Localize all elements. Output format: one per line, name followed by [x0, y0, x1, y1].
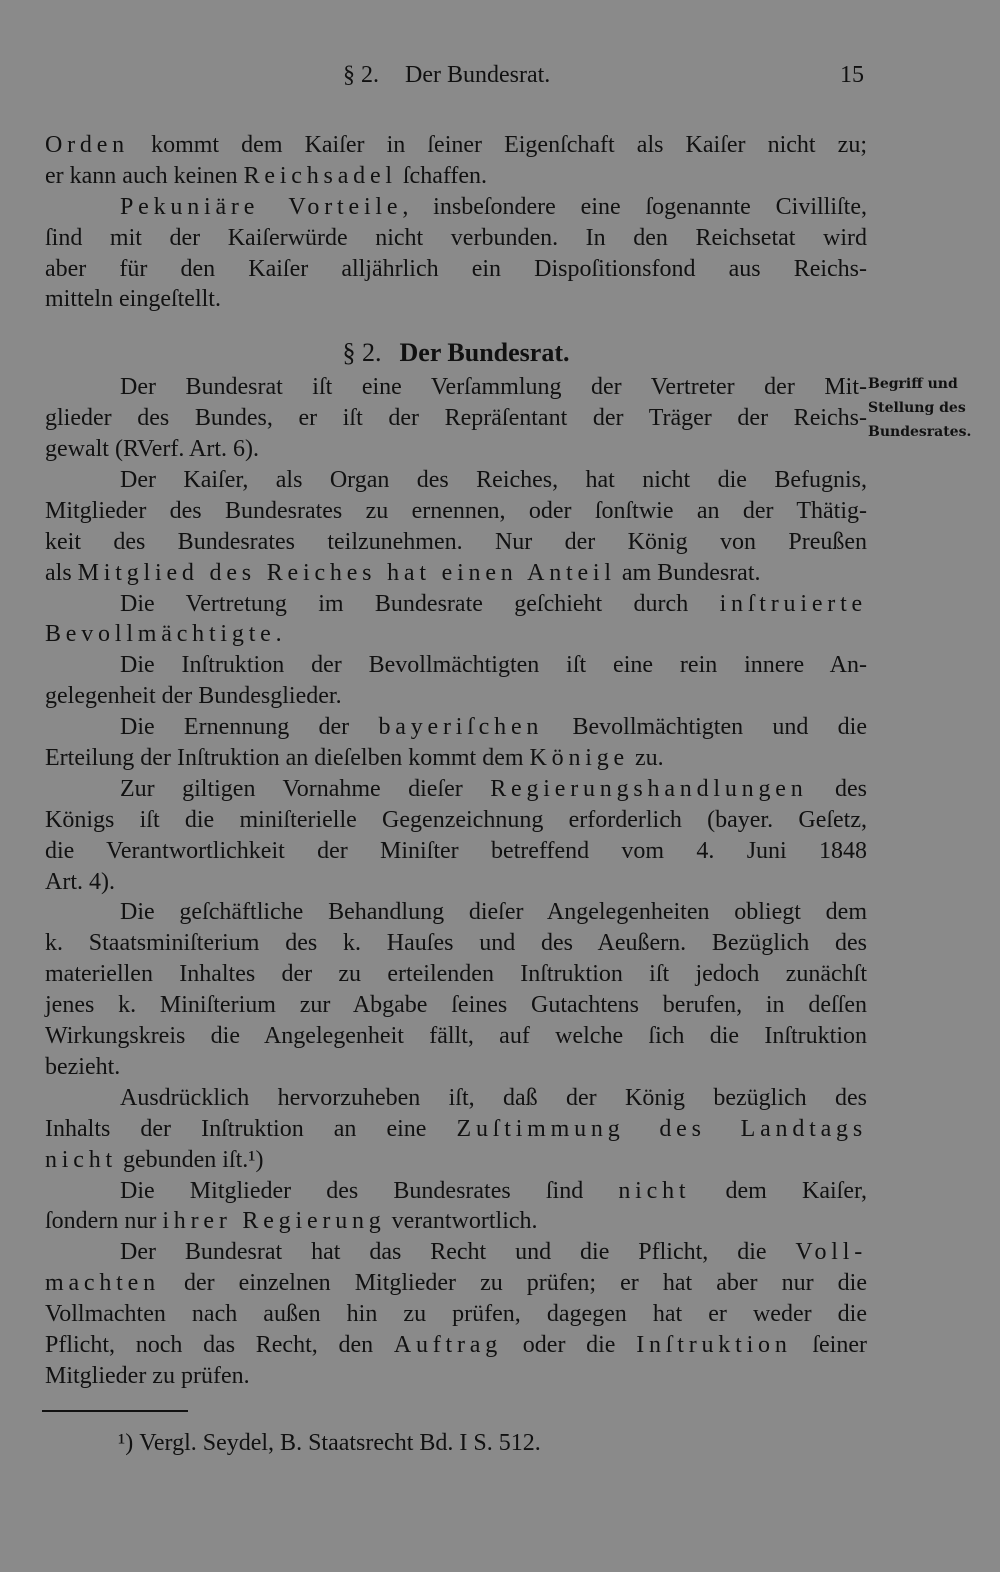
paragraph [45, 130, 867, 192]
text-line [45, 774, 867, 805]
text-segment: Mitglieder des Bundesrates zu ernennen, oder ſonſtwie an der Thätig- [45, 497, 867, 524]
text-segment: Bevollmächtigten und die [543, 714, 867, 741]
text-line [45, 897, 867, 928]
text-line [45, 1052, 867, 1083]
paragraph [45, 712, 867, 774]
text-line [45, 1114, 867, 1145]
paragraph [45, 465, 867, 589]
text-line [45, 434, 867, 465]
text-line [45, 681, 867, 712]
paragraph [45, 897, 867, 1082]
text-segment: dem Kaiſer, [690, 1177, 868, 1204]
text-line [45, 1176, 867, 1207]
intro-text [45, 130, 867, 315]
text-segment: bezieht. [45, 1053, 121, 1080]
text-segment: ſeiner [791, 1331, 867, 1358]
text-segment: glieder des Bundes, er iſt der Repräſentant der Träger der Reichs- [45, 405, 867, 432]
text-segment: Die Ernennung der [120, 714, 379, 741]
section-title: Der Bundesrat. [399, 338, 570, 368]
text-segment: Die Mitglieder des Bundesrates ſind [120, 1177, 619, 1204]
text-segment: keit des Bundesrates teilzunehmen. Nur der König von Preußen [45, 528, 867, 555]
margin-note-line: Begriff und [868, 376, 958, 392]
text-line [45, 1330, 867, 1361]
text-segment: mitteln eingeſtellt. [45, 286, 221, 313]
text-segment: materiellen Inhaltes der zu erteilenden Inſtruktion iſt jedoch zunächſt [45, 961, 867, 988]
text-line [45, 743, 867, 774]
section-body [45, 372, 867, 1391]
text-line [45, 403, 867, 434]
emphasized-text: Inſtruktion [636, 1331, 792, 1358]
text-line [45, 284, 867, 315]
emphasized-text: Voll- [795, 1239, 867, 1266]
section-heading [45, 337, 867, 368]
text-line [45, 223, 867, 254]
emphasized-text: Könige [529, 745, 629, 772]
text-line [45, 928, 867, 959]
footnote-rule [42, 1410, 188, 1412]
paragraph [45, 589, 867, 651]
margin-note [868, 372, 971, 444]
text-segment: des [807, 775, 867, 802]
text-segment: jenes k. Miniſterium zur Abgabe ſeines Gutachtens berufen, in deſſen [45, 992, 867, 1019]
text-line [45, 1299, 867, 1330]
text-line [45, 1083, 867, 1114]
text-line [45, 1268, 867, 1299]
text-line [45, 254, 867, 285]
text-line [45, 619, 867, 650]
text-segment: gebunden iſt.¹) [117, 1146, 264, 1173]
footnote-text: Vergl. Seydel, B. Staatsrecht Bd. I S. 512. [139, 1430, 541, 1456]
text-segment: , insbeſondere eine ſogenannte Civilliſte, [402, 193, 867, 220]
emphasized-text: Zuſtimmung des Landtags [456, 1115, 867, 1142]
text-line [45, 867, 867, 898]
text-segment: kommt dem Kaiſer in ſeiner Eigenſchaft als Kaiſer nicht zu; [128, 132, 867, 158]
emphasized-text: Bevollmächtigte. [45, 621, 287, 648]
text-segment: gewalt (RVerf. Art. 6). [45, 436, 260, 463]
text-segment: als [45, 559, 78, 586]
text-segment: Pflicht, noch das Recht, den [45, 1331, 394, 1358]
text-segment: Art. 4). [45, 868, 115, 895]
text-line [45, 650, 867, 681]
text-segment: zu. [629, 745, 664, 772]
emphasized-text: nicht [618, 1177, 691, 1204]
emphasized-text: Mitglied des Reiches hat einen Anteil [77, 559, 616, 586]
text-segment: verantwortlich. [385, 1208, 538, 1235]
emphasized-text: inſtruierte [719, 590, 867, 617]
text-column [45, 130, 867, 1392]
text-segment: er kann auch keinen [45, 162, 244, 189]
emphasized-text: nicht [45, 1146, 117, 1173]
text-segment: Der Bundesrat hat das Recht und die Pflicht, die [120, 1239, 796, 1266]
emphasized-text: machten [45, 1270, 160, 1297]
text-segment: Der Kaiſer, als Organ des Reiches, hat nicht die Befugnis, [120, 467, 867, 494]
text-segment: Königs iſt die miniſterielle Gegenzeichnung erforderlich (bayer. Geſetz, [45, 806, 867, 833]
text-segment: Die Inſtruktion der Bevollmächtigten iſt eine rein innere An- [120, 652, 867, 679]
text-line [45, 712, 867, 743]
running-head-section: § 2. [343, 62, 379, 88]
margin-note-line: Stellung des [868, 400, 966, 416]
text-segment: Ausdrücklich hervorzuheben iſt, daß der König bezüglich des [120, 1084, 867, 1111]
paragraph [45, 650, 867, 712]
text-segment: Mitglieder zu prüfen. [45, 1362, 250, 1389]
text-segment: Die geſchäftliche Behandlung dieſer Angelegenheiten obliegt dem [120, 899, 867, 926]
text-line [45, 1206, 867, 1237]
emphasized-text: ihrer Regierung [162, 1208, 386, 1235]
paragraph [45, 1083, 867, 1176]
text-line [45, 1361, 867, 1392]
text-line [45, 192, 867, 223]
text-line [45, 805, 867, 836]
text-segment: Zur giltigen Vornahme dieſer [120, 775, 491, 802]
text-segment: Wirkungskreis die Angelegenheit fällt, auf welche ſich die Inſtruktion [45, 1023, 867, 1050]
emphasized-text: Pekuniäre Vorteile [120, 193, 403, 220]
text-line [45, 1021, 867, 1052]
text-line [45, 1237, 867, 1268]
text-segment: gelegenheit der Bundesglieder. [45, 683, 342, 710]
text-line [45, 527, 867, 558]
running-head-title: Der Bundesrat. [405, 62, 551, 88]
text-segment: am Bundesrat. [615, 559, 761, 586]
text-segment: ſchaffen. [396, 162, 488, 189]
paragraph [45, 192, 867, 316]
emphasized-text: bayeriſchen [378, 714, 544, 741]
paragraph [45, 372, 867, 465]
text-segment: Der Bundesrat iſt eine Verſammlung der Vertreter der Mit- [120, 374, 867, 401]
emphasized-text: Reichsadel [243, 162, 397, 189]
text-line [45, 558, 867, 589]
text-segment: Inhalts der Inſtruktion an eine [45, 1115, 457, 1142]
text-line [45, 130, 867, 161]
text-line [45, 959, 867, 990]
text-line [45, 465, 867, 496]
text-segment: Vollmachten nach außen hin zu prüfen, dagegen hat er weder die [45, 1301, 867, 1328]
paragraph [45, 1237, 867, 1391]
text-segment: k. Staatsminiſterium des k. Hauſes und des Aeußern. Bezüglich des [45, 930, 867, 957]
emphasized-text: Auftrag [393, 1331, 503, 1358]
text-segment: der einzelnen Mitglieder zu prüfen; er hat aber nur die [159, 1270, 867, 1297]
text-segment: aber für den Kaiſer alljährlich ein Dispoſitionsfond aus Reichs- [45, 255, 867, 282]
text-line [45, 161, 867, 192]
paragraph [45, 1176, 867, 1238]
text-segment: ſind mit der Kaiſerwürde nicht verbunden. In den Reichsetat wird [45, 224, 867, 251]
text-segment: Erteilung der Inſtruktion an dieſelben kommt dem [45, 745, 530, 772]
footnote [118, 1428, 541, 1458]
text-segment: die Verantwortlichkeit der Miniſter betreffend vom 4. Juni 1848 [45, 837, 867, 864]
text-line [45, 836, 867, 867]
text-line [45, 990, 867, 1021]
running-head [343, 60, 550, 90]
text-segment: ſondern nur [45, 1208, 163, 1235]
emphasized-text: Regierungshandlungen [490, 775, 808, 802]
text-line [45, 589, 867, 620]
text-line [45, 496, 867, 527]
paragraph [45, 774, 867, 898]
margin-note-line: Bundesrates. [868, 424, 972, 440]
text-line [45, 372, 867, 403]
footnote-marker: ¹) [118, 1430, 134, 1456]
page-number: 15 [840, 62, 864, 88]
text-line [45, 1145, 867, 1176]
section-number: § 2. [342, 338, 382, 368]
emphasized-text: Orden [45, 132, 129, 158]
text-segment: oder die [502, 1331, 637, 1358]
text-segment: Die Vertretung im Bundesrate geſchieht durch [120, 590, 720, 617]
